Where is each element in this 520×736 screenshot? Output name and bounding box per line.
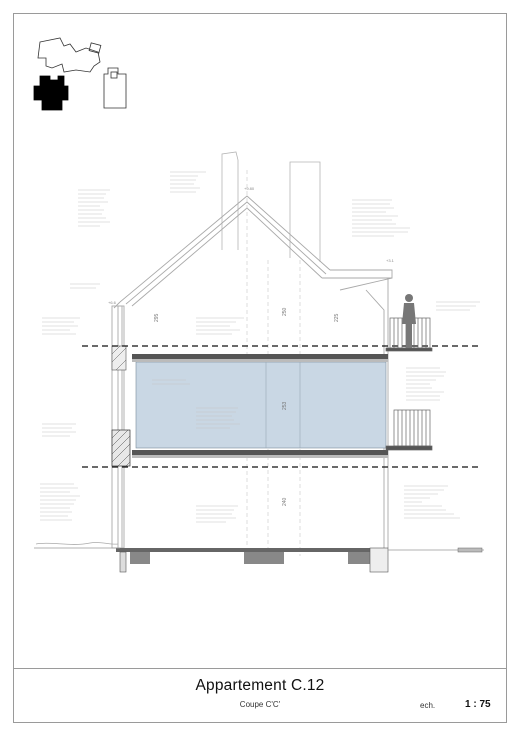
dimension-label: 295 bbox=[154, 313, 160, 322]
hatched-wall bbox=[112, 346, 130, 466]
dimension-label: 253 bbox=[282, 401, 288, 410]
scale-label: ech. bbox=[420, 701, 436, 710]
dimension-label: 240 bbox=[282, 497, 288, 506]
scale-value: 1 : 75 bbox=[465, 699, 491, 710]
ground bbox=[34, 542, 484, 572]
chimneys bbox=[222, 152, 320, 262]
level-mark: +9.80 bbox=[244, 186, 255, 191]
drawing-subtitle: Coupe C'C' bbox=[239, 700, 281, 709]
dimension-label: 225 bbox=[334, 313, 340, 322]
apartment-highlight bbox=[136, 362, 386, 448]
level-mark: +6.6 bbox=[108, 300, 116, 305]
drawing-title: Appartement C.12 bbox=[195, 677, 325, 694]
roof bbox=[114, 196, 392, 348]
level-mark: +3.1 bbox=[386, 258, 394, 263]
key-plan-icon bbox=[34, 38, 126, 110]
dimension-label: 250 bbox=[282, 307, 288, 316]
